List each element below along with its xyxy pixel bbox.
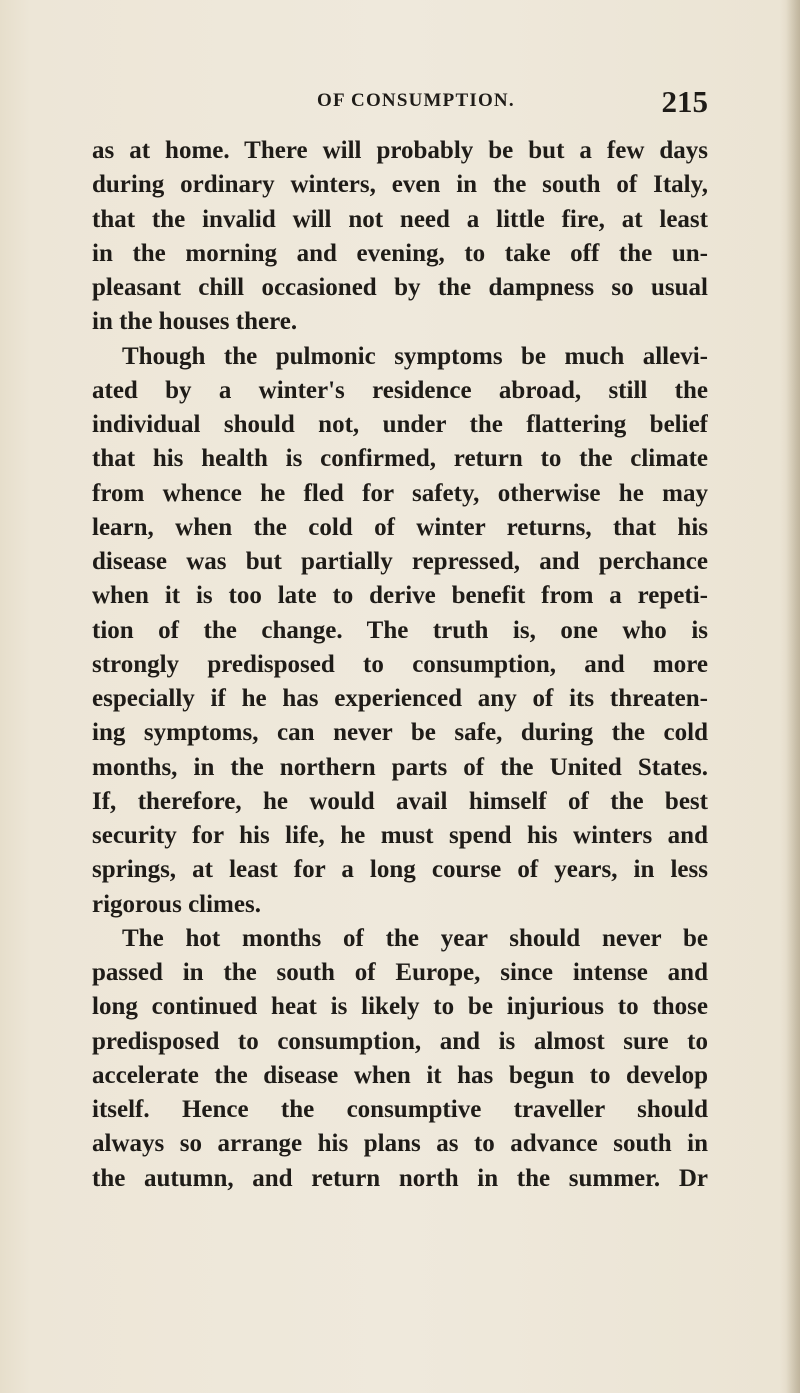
- text-line: always so arrange his plans as to advance south in: [92, 1130, 708, 1158]
- text-line: during ordinary winters, even in the south of Italy,: [92, 171, 708, 199]
- text-line: passed in the south of Europe, since intense and: [92, 959, 708, 986]
- text-line: that the invalid will not need a little fire, at least: [92, 205, 708, 233]
- text-line: disease was but partially repressed, and perchance: [92, 548, 708, 575]
- text-line: strongly predisposed to consumption, and more: [92, 650, 708, 678]
- text-line: pleasant chill occasioned by the dampness so usual: [92, 274, 708, 301]
- text-line: ated by a winter's residence abroad, still the: [92, 376, 708, 404]
- text-line: in the morning and evening, to take off the un-: [92, 239, 708, 267]
- text-line: when it is too late to derive benefit from a repeti-: [92, 582, 708, 610]
- text-line: rigorous climes.: [92, 890, 261, 918]
- text-line: the autumn, and return north in the summer. Dr: [92, 1164, 708, 1192]
- text-line: itself. Hence the consumptive traveller should: [92, 1096, 708, 1123]
- page-number: 215: [661, 84, 708, 119]
- text-line: tion of the change. The truth is, one who is: [92, 616, 708, 644]
- body-text: [92, 134, 708, 1196]
- text-line: predisposed to consumption, and is almost sure to: [92, 1027, 708, 1055]
- text-line: months, in the northern parts of the United States.: [92, 753, 708, 781]
- text-line: If, therefore, he would avail himself of the best: [92, 787, 708, 815]
- text-line: as at home. There will probably be but a few days: [92, 137, 708, 164]
- text-line: accelerate the disease when it has begun to develop: [92, 1061, 708, 1089]
- text-line: individual should not, under the flattering belief: [92, 411, 708, 438]
- text-line: The hot months of the year should never be: [122, 924, 708, 952]
- text-line: especially if he has experienced any of its threaten-: [92, 685, 708, 712]
- page-header: [92, 84, 708, 124]
- running-head: OF CONSUMPTION.: [317, 90, 515, 111]
- text-line: security for his life, he must spend his winters and: [92, 822, 708, 849]
- text-line: long continued heat is likely to be injurious to those: [92, 993, 708, 1021]
- page-edge-shadow: [786, 0, 800, 1393]
- text-line: in the houses there.: [92, 308, 298, 336]
- text-line: ing symptoms, can never be safe, during the cold: [92, 719, 708, 747]
- text-line: learn, when the cold of winter returns, that his: [92, 513, 708, 541]
- text-line: springs, at least for a long course of years, in less: [92, 856, 708, 884]
- text-line: that his health is confirmed, return to the climate: [92, 445, 708, 473]
- text-line: Though the pulmonic symptoms be much allevi-: [122, 342, 708, 370]
- text-line: from whence he fled for safety, otherwise he may: [92, 479, 708, 507]
